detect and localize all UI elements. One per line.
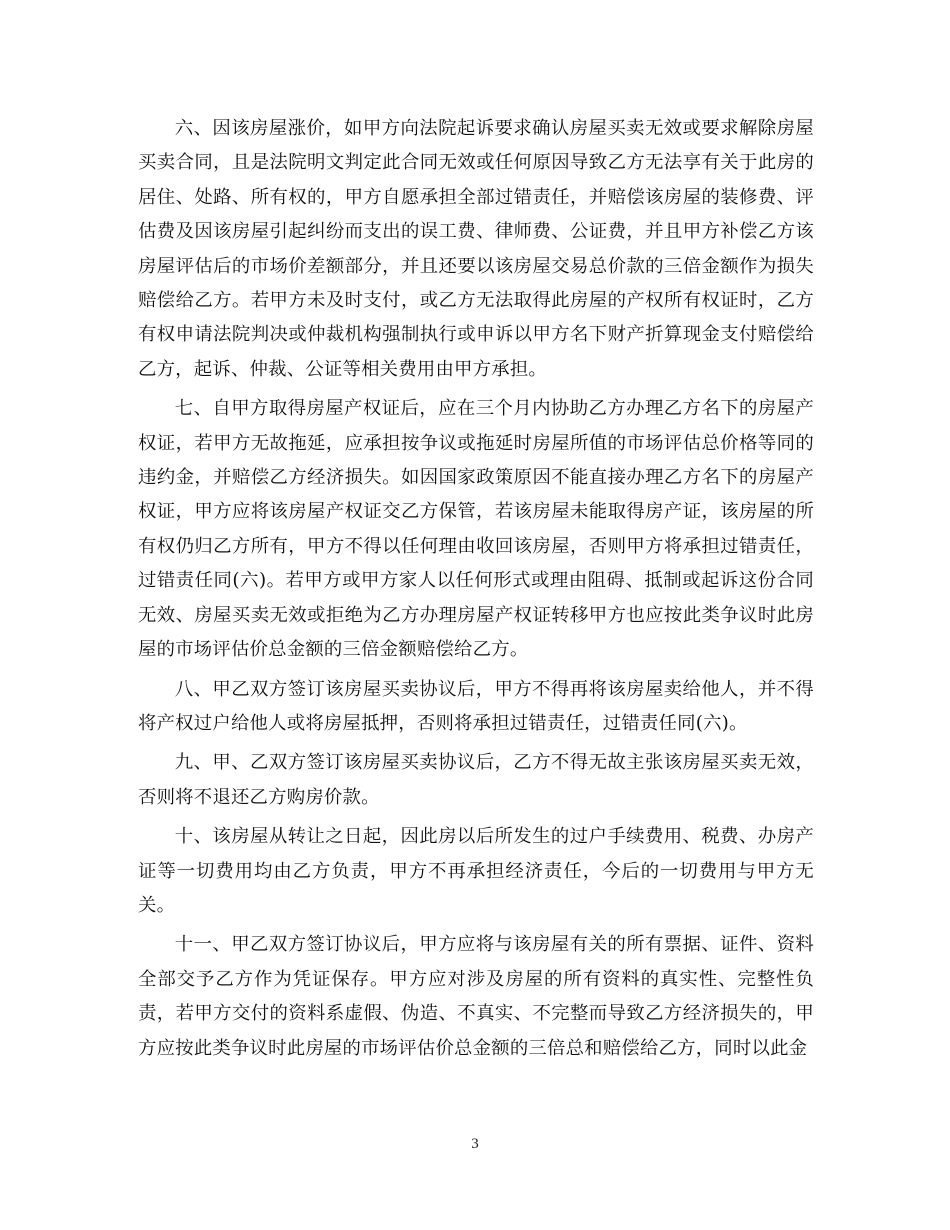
clause-7: 七、自甲方取得房屋产权证后，应在三个月内协助乙方办理乙方名下的房屋产权证，若甲方无故拖延，应承担按争议或拖延时房屋所值的市场评估总价格等同的违约金，并赔偿乙方经济损失。如因国家政策原因不能直接办理乙方名下的房屋产权证，甲方应将该房屋产权证交乙方保管，若该房屋未能取得房产证，该房屋的所有权仍归乙方所有，甲方不得以任何理由收回该房屋，否则甲方将承担过错责任，过错责任同(六)。若甲方或甲方家人以任何形式或理由阻碍、抵制或起诉这份合同无效、房屋买卖无效或拒绝为乙方办理房屋产权证转移甲方也应按此类争议时此房屋的市场评估价总金额的三倍金额赔偿给乙方。 — [138, 398, 814, 661]
clause-10: 十、该房屋从转让之日起，因此房以后所发生的过户手续费用、税费、办房产证等一切费用均由乙方负责，甲方不再承担经济责任，今后的一切费用与甲方无关。 — [138, 826, 814, 916]
clause-11: 十一、甲乙双方签订协议后，甲方应将与该房屋有关的所有票据、证件、资料全部交予乙方作为凭证保存。甲方应对涉及房屋的所有资料的真实性、完整性负责，若甲方交付的资料系虚假、伪造、不真实、不完整而导致乙方经济损失的，甲方应按此类争议时此房屋的市场评估价总金额的三倍总和赔偿给乙方，同时以此金 — [138, 934, 814, 1059]
document-body — [138, 112, 814, 1071]
clause-6: 六、因该房屋涨价，如甲方向法院起诉要求确认房屋买卖无效或要求解除房屋买卖合同，且是法院明文判定此合同无效或任何原因导致乙方无法享有关于此房的居住、处路、所有权的，甲方自愿承担全部过错责任，并赔偿该房屋的装修费、评估费及因该房屋引起纠纷而支出的误工费、律师费、公证费，并且甲方补偿乙方该房屋评估后的市场价差额部分，并且还要以该房屋交易总价款的三倍金额作为损失赔偿给乙方。若甲方未及时支付，或乙方无法取得此房屋的产权所有权证时，乙方有权申请法院判决或仲裁机构强制执行或申诉以甲方名下财产折算现金支付赔偿给乙方，起诉、仲裁、公证等相关费用由甲方承担。 — [138, 118, 814, 380]
page-number: 3 — [471, 1136, 479, 1152]
clause-8: 八、甲乙双方签订该房屋买卖协议后，甲方不得再将该房屋卖给他人，并不得将产权过户给他人或将房屋抵押，否则将承担过错责任，过错责任同(六)。 — [138, 678, 814, 734]
clause-9: 九、甲、乙双方签订该房屋买卖协议后，乙方不得无故主张该房屋买卖无效，否则将不退还乙方购房价款。 — [138, 752, 814, 808]
